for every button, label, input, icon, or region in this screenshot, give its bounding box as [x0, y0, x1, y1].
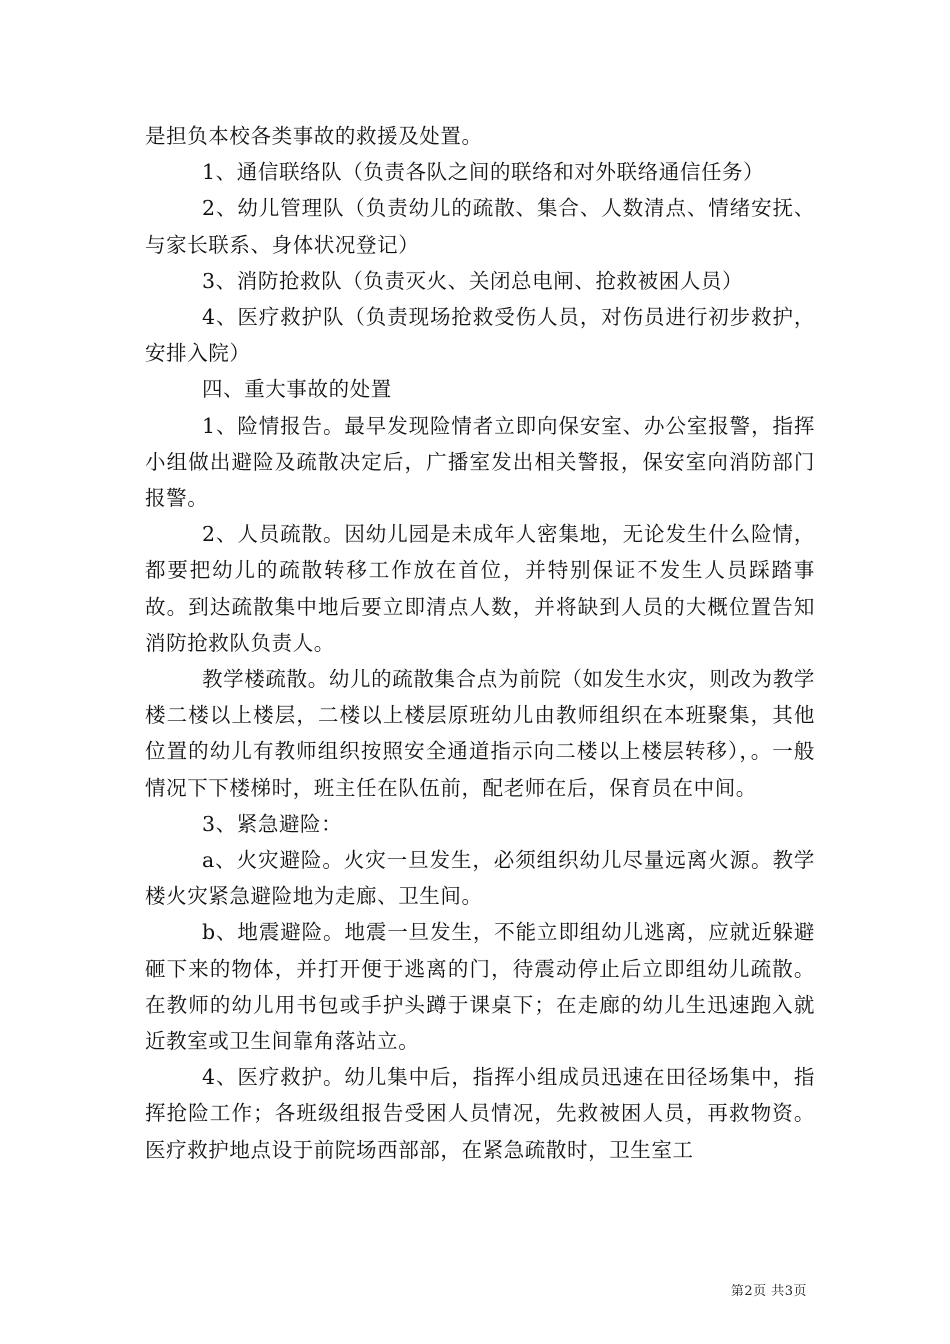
page-number: 第2页 共3页 [730, 1284, 807, 1299]
paragraph: b、地震避险。地震一旦发生，不能立即组幼儿逃离，应就近躲避砸下来的物体，并打开便于逃离的门，待震动停止后立即组幼儿疏散。在教师的幼儿用书包或手护头蹲于课桌下；在走廊的幼儿生迅速跑入就近教室或卫生间靠角落站立。 [145, 920, 815, 1054]
paragraph: 3、紧急避险： [202, 811, 343, 836]
paragraph: 2、人员疏散。因幼儿园是未成年人密集地，无论发生什么险情，都要把幼儿的疏散转移工作放在首位，并特别保证不发生人员踩踏事故。到达疏散集中地后要立即清点人数，并将缺到人员的大概位置告知消防抢救队负责人。 [145, 522, 815, 655]
paragraph: 3、消防抢救队（负责灭火、关闭总电闸、抢救被困人员） [202, 268, 744, 293]
paragraph: 是担负本校各类事故的救援及处置。 [145, 124, 483, 148]
paragraph: a、火灾避险。火灾一旦发生，必须组织幼儿尽量远离火源。教学楼火灾紧急避险地为走廊、卫生间。 [145, 848, 815, 909]
paragraph: 1、通信联络队（负责各队之间的联络和对外联络通信任务） [202, 160, 765, 185]
paragraph: 教学楼疏散。幼儿的疏散集合点为前院（如发生水灾，则改为教学楼二楼以上楼层，二楼以上楼层原班幼儿由教师组织在本班聚集，其他位置的幼儿有教师组织按照安全通道指示向二楼以上楼层转移），。一般情况下下楼梯时，班主任在队伍前，配老师在后，保育员在中间。 [145, 667, 815, 800]
paragraph: 4、医疗救护队（负责现场抢救受伤人员，对伤员进行初步救护，安排入院） [145, 305, 815, 366]
paragraph: 2、幼儿管理队（负责幼儿的疏散、集合、人数清点、情绪安抚、与家长联系、身体状况登记） [145, 196, 815, 257]
paragraph: 4、医疗救护。幼儿集中后，指挥小组成员迅速在田径场集中，指挥抢险工作；各班级组报告受困人员情况，先救被困人员，再救物资。医疗救护地点设于前院场西部部，在紧急疏散时，卫生室工 [145, 1065, 815, 1162]
section-heading: 四、重大事故的处置 [202, 377, 392, 402]
paragraph: 1、险情报告。最早发现险情者立即向保安室、办公室报警，指挥小组做出避险及疏散决定后，广播室发出相关警报，保安室向消防部门报警。 [145, 413, 815, 511]
document-body [145, 118, 815, 1168]
